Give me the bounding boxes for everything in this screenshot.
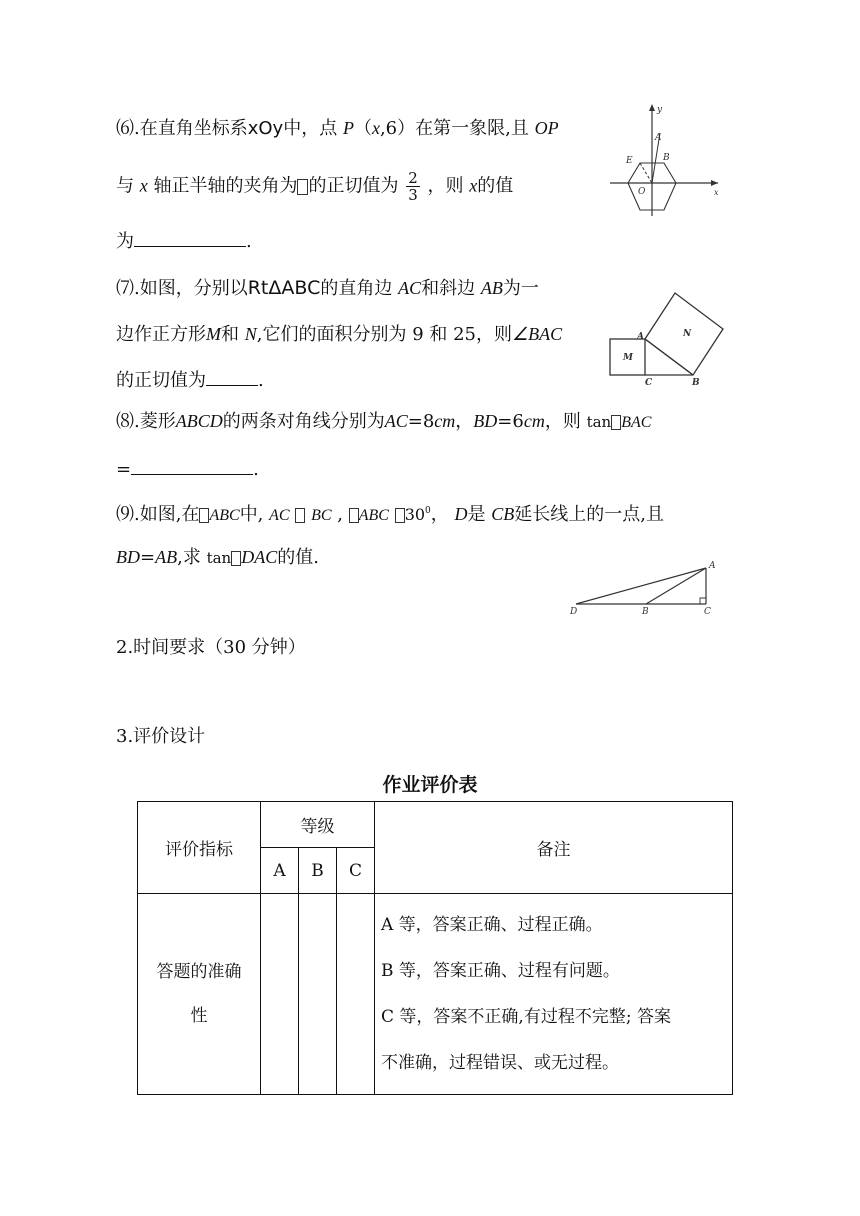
cell-grade-b — [299, 894, 337, 1095]
q9-line-2: BD=AB,求 tan DAC的值. — [116, 547, 319, 568]
fraction: $\frac{2}{3}$ — [408, 169, 418, 204]
cell-grade-a — [261, 894, 299, 1095]
svg-text:C: C — [704, 607, 711, 617]
placeholder-box — [199, 508, 209, 523]
q7-line-3: 的正切值为 . — [116, 367, 264, 393]
svg-text:E: E — [626, 156, 633, 166]
placeholder-box — [395, 508, 405, 523]
q7-line-1: ⑺.如图，分别以RtΔABC的直角边 AC和斜边 AB为一 — [116, 277, 539, 299]
answer-blank — [206, 367, 258, 386]
q7-figure — [600, 284, 740, 394]
svg-text:B: B — [663, 153, 670, 163]
q6-line-1: ⑹.在直角坐标系xOy中，点 P（x,6）在第一象限,且 OP — [116, 118, 559, 139]
cell-grade-c — [337, 894, 375, 1095]
svg-text:B: B — [642, 607, 649, 617]
q9-figure — [566, 556, 726, 618]
evaluation-table — [137, 801, 733, 1095]
answer-blank — [131, 456, 253, 475]
section-time: 2.时间要求（30 分钟） — [116, 637, 306, 658]
svg-text:A: A — [709, 561, 716, 571]
svg-text:O: O — [638, 187, 646, 197]
row-indicator: 答题的准确 性 — [138, 894, 261, 1095]
q8-line-2: = . — [116, 456, 259, 482]
placeholder-box — [349, 508, 359, 523]
q9-line-1: ⑼.如图,在 ABC中, AC BC , ABC $30^0$， D是 CB延长线上的一点,且 — [116, 504, 664, 525]
svg-text:A: A — [637, 332, 644, 342]
q6-line-2: 与 x 轴正半轴的夹角为 的正切值为 $\frac{2}{3}$ ，则 x的值 — [116, 169, 514, 204]
note-line: A 等，答案正确、过程正确。 — [381, 915, 603, 935]
answer-blank — [134, 228, 246, 247]
grade-b: B — [299, 848, 337, 894]
q8-line-1: ⑻.菱形ABCD的两条对角线分别为AC=8cm，BD=6cm，则 tan BAC — [116, 411, 652, 432]
section-evaluation: 3.评价设计 — [116, 726, 206, 747]
header-grade: 等级 — [261, 802, 375, 848]
svg-text:y: y — [657, 105, 663, 115]
grade-a: A — [261, 848, 299, 894]
svg-text:C: C — [645, 378, 653, 388]
row-notes — [375, 894, 733, 1095]
svg-text:D: D — [570, 607, 578, 617]
svg-text:x: x — [714, 188, 719, 197]
placeholder-box — [297, 179, 308, 195]
note-line: B 等，答案正确、过程有问题。 — [381, 961, 620, 981]
note-line: 不准确，过程错误、或无过程。 — [381, 1053, 619, 1073]
svg-text:M: M — [623, 353, 633, 363]
svg-text:B: B — [692, 378, 700, 388]
header-notes: 备注 — [375, 802, 733, 894]
q7-line-2: 边作正方形M和 N,它们的面积分别为 9 和 25，则∠BAC — [116, 324, 563, 345]
table-title: 作业评价表 — [382, 774, 478, 796]
svg-text:N: N — [683, 329, 692, 339]
header-indicator: 评价指标 — [138, 802, 261, 894]
q6-figure — [600, 100, 725, 220]
placeholder-box — [611, 415, 621, 430]
q6-line-3: 为 . — [116, 228, 252, 254]
placeholder-box — [231, 551, 241, 566]
grade-c: C — [337, 848, 375, 894]
svg-text:A: A — [655, 133, 662, 143]
note-line: C 等，答案不正确,有过程不完整; 答案 — [381, 1007, 671, 1027]
placeholder-box — [295, 508, 305, 523]
